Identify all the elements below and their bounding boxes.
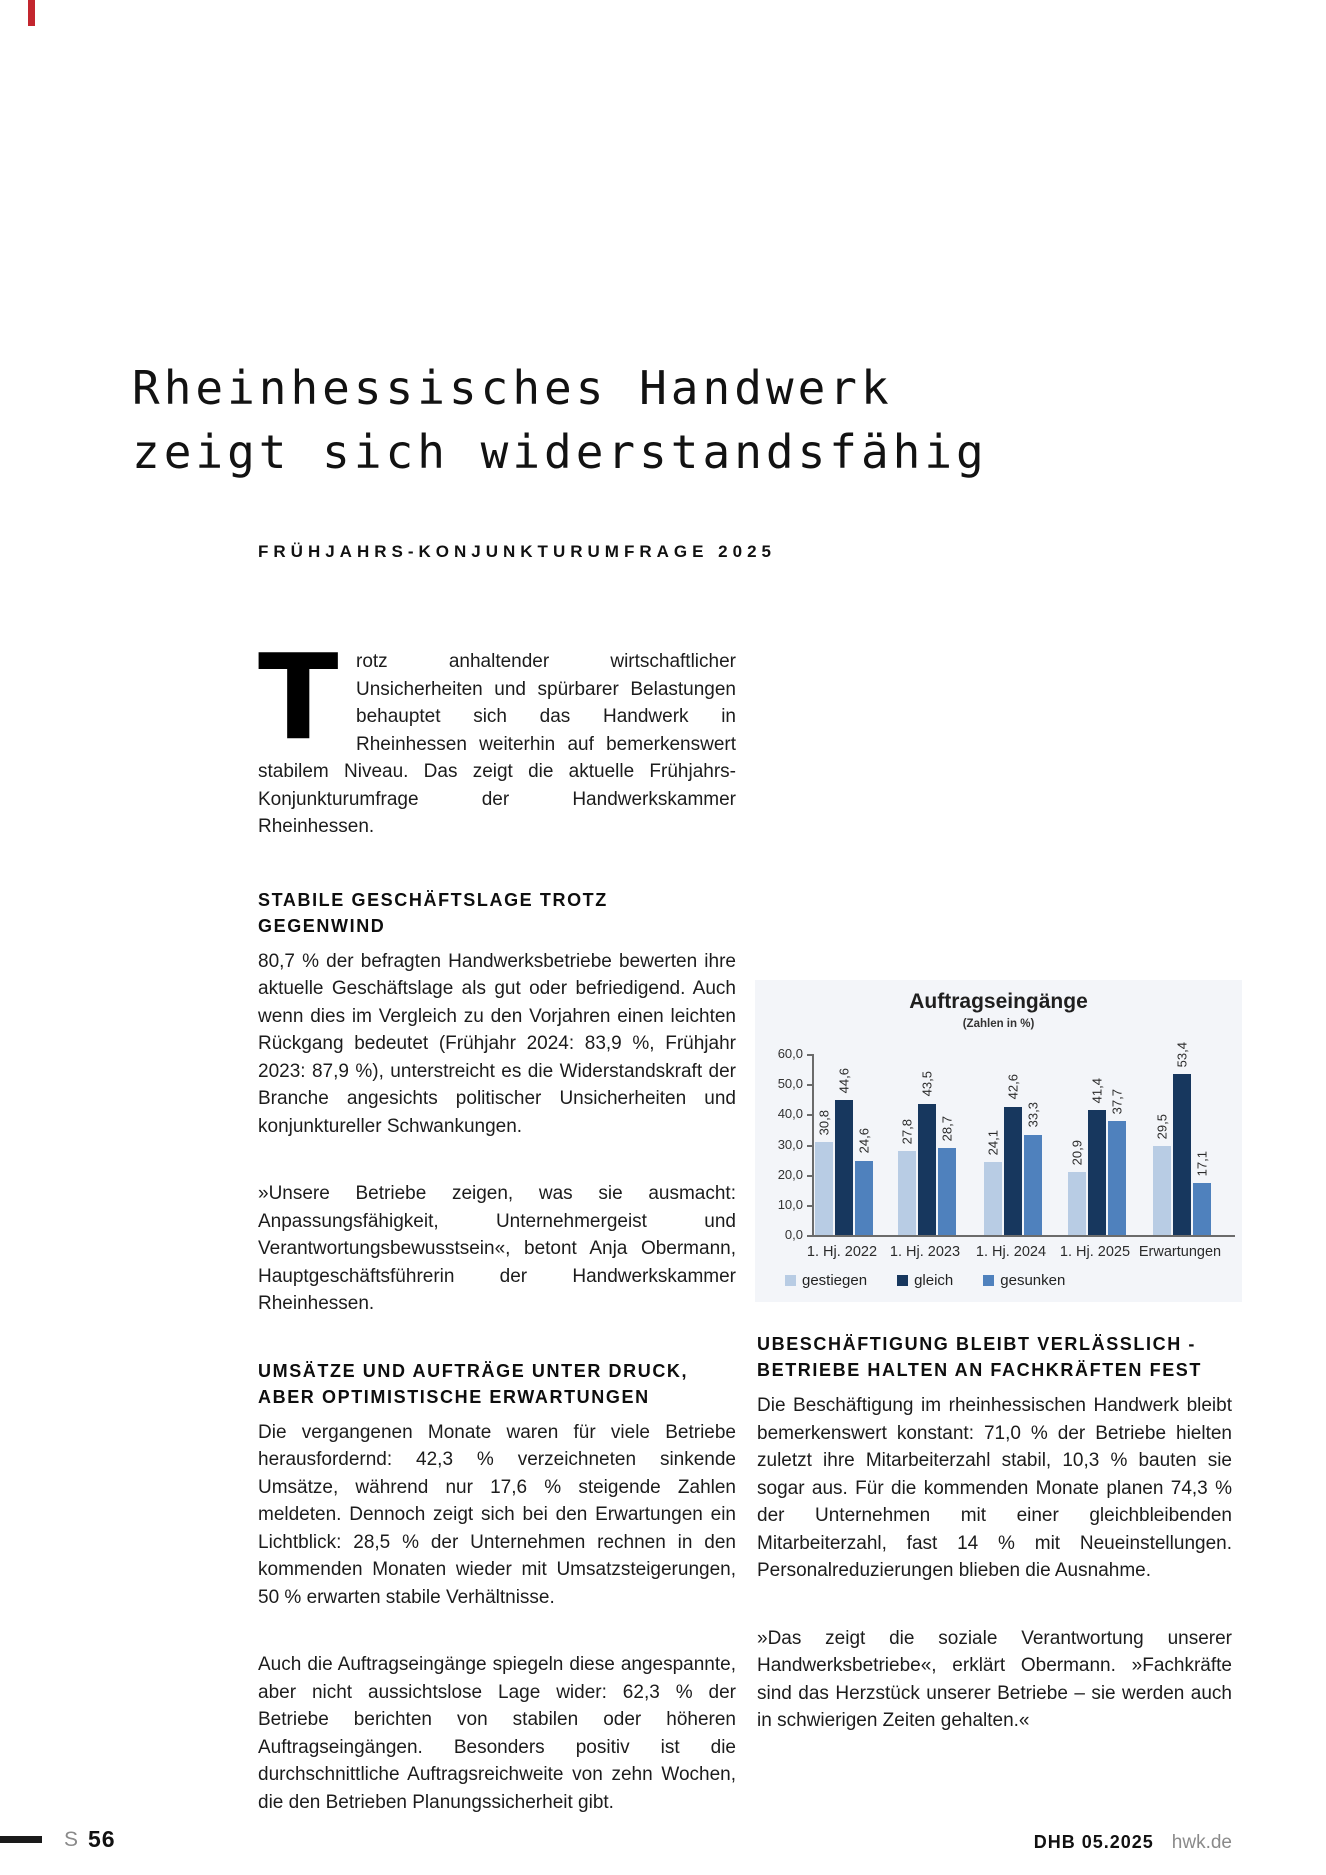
- intro-text: rotz anhaltender wirtschaftlicher Unsicherheiten und spürbarer Belastungen behauptet sich das Handwerk in Rheinhessen weiterhin auf bemerkenswert stabilem Niveau. Das zeigt die aktuelle Frühjahrs-Konjunkturumfrage der Handwerkskammer Rheinhessen.: [258, 651, 736, 837]
- heading-line: UMSÄTZE UND AUFTRÄGE UNTER DRUCK,: [258, 1360, 689, 1381]
- section-heading-umsaetze: [258, 1358, 736, 1410]
- legend-item-gesunken: gesunken: [983, 1272, 1065, 1289]
- body-paragraph: Die vergangenen Monate waren für viele Betriebe herausfordernd: 42,3 % verzeichneten sinkende Umsätze, während nur 17,6 % steigende Zahlen meldeten. Dennoch zeigt sich bei den Erwartungen ein Lichtblick: 28,5 % der Unternehmen rechnen in den kommenden Monaten wieder mit Umsatzsteigerungen, 50 % erwarten stabile Verhältnisse.: [258, 1421, 736, 1608]
- right-column: [757, 1331, 1232, 1775]
- chart-auftragseingaenge: [755, 980, 1242, 1302]
- footer-page-num: 56: [88, 1826, 116, 1852]
- footer-page-number: [0, 1826, 116, 1853]
- heading-line: BETRIEBE HALTEN AN FACHKRÄFTEN FEST: [757, 1360, 1202, 1380]
- section-heading-beschaeftigung: [757, 1331, 1232, 1383]
- chart-x-axis: 1. Hj. 2022 1. Hj. 2023 1. Hj. 2024 1. Hj. 2025 Erwartungen: [806, 1244, 1222, 1260]
- page-title-line2: zeigt sich widerstandsfähig: [132, 425, 988, 479]
- page-title: [132, 356, 988, 484]
- heading-line: STABILE GESCHÄFTSLAGE TROTZ GEGENWIND: [258, 889, 608, 936]
- legend-item-gleich: gleich: [897, 1272, 953, 1289]
- chart-plot: 30,8 44,6 24,6 27,8 43,5 28,7 24,1 42,6 33,3 20,9 41,4 37,7 29,5 53,4 17,1: [812, 1054, 1235, 1237]
- section-heading-geschaeftslage: [258, 887, 736, 939]
- body-paragraph: Auch die Auftragseingänge spiegeln diese angespannte, aber nicht aussichtslose Lage wider: 62,3 % der Betriebe berichten von stabilen oder höheren Auftragseingängen. Besonders positiv ist die durchschnittliche Auftragsreichweite von zehn Wochen, die den Betrieben Planungssicherheit gibt.: [258, 1654, 736, 1813]
- legend-item-gestiegen: gestiegen: [785, 1272, 867, 1289]
- intro-paragraph: [258, 628, 736, 841]
- body-paragraph: »Das zeigt die soziale Verantwortung unserer Handwerksbetriebe«, erklärt Obermann. »Fachkräfte sind das Herzstück unserer Betriebe – sie werden auch in schwierigen Zeiten gehalten.«: [757, 1627, 1232, 1731]
- footer-website: hwk.de: [1171, 1832, 1232, 1853]
- article-kicker: FRÜHJAHRS-KONJUNKTURUMFRAGE 2025: [258, 542, 776, 561]
- footer-issue-label: DHB 05.2025: [1033, 1832, 1154, 1852]
- footer-page-prefix: S: [64, 1827, 80, 1851]
- body-paragraph: Die Beschäftigung im rheinhessischen Handwerk bleibt bemerkenswert konstant: 71,0 % der Betriebe hielten zuletzt ihre Mitarbeiterzahl stabil, 10,3 % bauten sie sogar aus. Für die kommenden Monate planen 74,3 % der Unternehmen mit einer gleichbleibenden Mitarbeiterzahl, fast 14 % mit Neueinstellungen. Personalreduzierungen blieben die Ausnahme.: [757, 1395, 1232, 1581]
- footer-issue: [1034, 1832, 1232, 1854]
- heading-line: ABER OPTIMISTISCHE ERWARTUNGEN: [258, 1386, 650, 1407]
- page-title-line1: Rheinhessisches Handwerk: [132, 361, 893, 415]
- chart-subtitle: (Zahlen in %): [962, 1018, 1035, 1030]
- chart-y-axis: 60,0 50,0 40,0 30,0 20,0 10,0 0,0: [755, 1054, 812, 1237]
- page-corner-mark: [28, 0, 35, 26]
- heading-line: UBESCHÄFTIGUNG BLEIBT VERLÄSSLICH -: [757, 1334, 1197, 1354]
- chart-legend: [785, 1272, 1065, 1289]
- body-paragraph: »Unsere Betriebe zeigen, was sie ausmacht: Anpassungsfähigkeit, Unternehmergeist und Verantwortungsbewusstsein«, betont Anja Obermann, Hauptgeschäftsführerin der Handwerkskammer Rheinhessen.: [258, 1183, 736, 1314]
- body-paragraph: 80,7 % der befragten Handwerksbetriebe bewerten ihre aktuelle Geschäftslage als gut oder befriedigend. Auch wenn dies im Vergleich zu den Vorjahren einen leichten Rückgang bedeutet (Frühjahr 2024: 83,9 %, Frühjahr 2023: 87,9 %), unterstreicht es die Widerstandskraft der Branche angesichts politischer Unsicherheiten und konjunktureller Schwankungen.: [258, 950, 736, 1137]
- dropcap-letter: T: [258, 628, 339, 766]
- footer-dash-icon: [0, 1836, 42, 1843]
- chart-title: Auftragseingänge: [909, 990, 1088, 1013]
- left-column: [258, 628, 736, 1856]
